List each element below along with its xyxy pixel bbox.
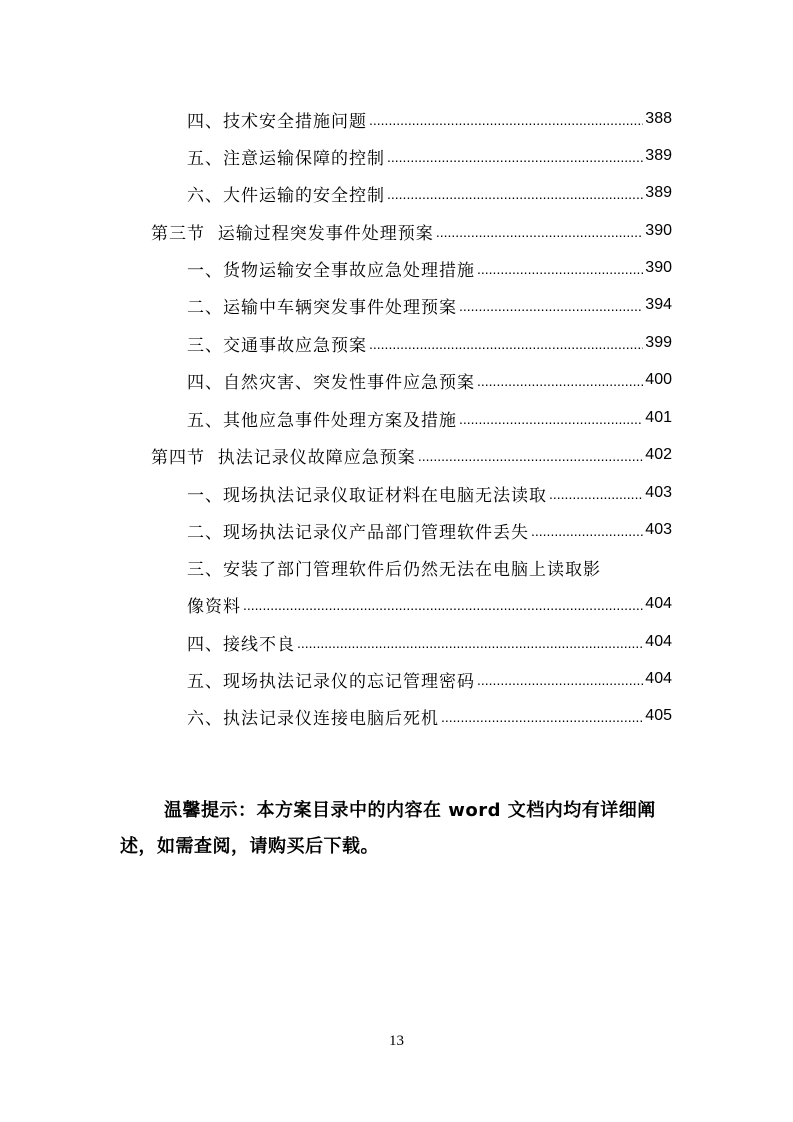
toc-entry-page: 403 bbox=[645, 521, 672, 538]
toc-entry-label: 第四节 执法记录仪故障应急预案 bbox=[151, 447, 416, 468]
toc-entry-wrapped-line[interactable] bbox=[187, 552, 672, 582]
toc-entry[interactable] bbox=[187, 365, 672, 395]
toc-entry-page: 390 bbox=[645, 259, 672, 276]
toc-dot-leader bbox=[297, 635, 643, 657]
toc-entry-page: 390 bbox=[645, 222, 672, 239]
toc-dot-leader bbox=[477, 373, 643, 395]
toc-entry-label: 三、交通事故应急预案 bbox=[187, 335, 367, 356]
toc-entry[interactable] bbox=[187, 141, 672, 171]
toc-entry[interactable] bbox=[187, 589, 672, 619]
toc-entry-page: 400 bbox=[645, 371, 672, 388]
toc-entry-label: 像资料 bbox=[187, 596, 241, 617]
toc-entry[interactable] bbox=[187, 104, 672, 134]
toc-dot-leader bbox=[477, 261, 643, 283]
toc-dot-leader bbox=[387, 149, 643, 171]
toc-entry[interactable] bbox=[187, 701, 672, 731]
toc-entry-page: 389 bbox=[645, 184, 672, 201]
toc-entry-label: 二、现场执法记录仪产品部门管理软件丢失 bbox=[187, 522, 529, 543]
toc-dot-leader bbox=[369, 112, 643, 134]
toc-dot-leader bbox=[531, 523, 643, 545]
toc-entry[interactable] bbox=[187, 403, 672, 433]
toc-entry-page: 403 bbox=[645, 484, 672, 501]
page-number: 13 bbox=[389, 1033, 404, 1049]
toc-dot-leader bbox=[369, 336, 643, 358]
toc-dot-leader bbox=[387, 186, 643, 208]
toc-entry-label: 六、大件运输的安全控制 bbox=[187, 185, 385, 206]
toc-entry-label: 五、现场执法记录仪的忘记管理密码 bbox=[187, 671, 475, 692]
toc-dot-leader bbox=[441, 709, 643, 731]
toc-dot-leader bbox=[459, 298, 643, 320]
toc-dot-leader bbox=[436, 224, 643, 246]
toc-entry[interactable] bbox=[187, 478, 672, 508]
toc-entry-page: 404 bbox=[645, 670, 672, 687]
toc-entry-page: 394 bbox=[645, 296, 672, 313]
toc-entry-page: 388 bbox=[645, 110, 672, 127]
toc-entry-label: 五、其他应急事件处理方案及措施 bbox=[187, 410, 457, 431]
toc-dot-leader bbox=[459, 411, 643, 433]
toc-entry[interactable] bbox=[187, 290, 672, 320]
toc-dot-leader bbox=[243, 597, 643, 619]
toc-entry-page: 404 bbox=[645, 595, 672, 612]
toc-dot-leader bbox=[477, 672, 643, 694]
toc-entry-label: 四、接线不良 bbox=[187, 634, 295, 655]
toc-dot-leader bbox=[418, 448, 643, 470]
toc-entry-label: 六、执法记录仪连接电脑后死机 bbox=[187, 708, 439, 729]
toc-entry[interactable] bbox=[187, 515, 672, 545]
toc-entry[interactable] bbox=[187, 253, 672, 283]
toc-entry-page: 404 bbox=[645, 633, 672, 650]
toc-entry-page: 405 bbox=[645, 707, 672, 724]
toc-entry-label: 五、注意运输保障的控制 bbox=[187, 148, 385, 169]
toc-entry-page: 402 bbox=[645, 446, 672, 463]
toc-entry-label: 一、现场执法记录仪取证材料在电脑无法读取 bbox=[187, 485, 547, 506]
toc-entry[interactable] bbox=[187, 178, 672, 208]
toc-entry-label: 四、技术安全措施问题 bbox=[187, 111, 367, 132]
toc-dot-leader bbox=[549, 486, 643, 508]
toc-entry-label: 三、安装了部门管理软件后仍然无法在电脑上读取影 bbox=[187, 559, 601, 580]
toc-section-entry[interactable] bbox=[151, 440, 672, 470]
toc-entry-label: 一、货物运输安全事故应急处理措施 bbox=[187, 260, 475, 281]
toc-entry[interactable] bbox=[187, 664, 672, 694]
toc-entry-page: 401 bbox=[645, 409, 672, 426]
toc-entry[interactable] bbox=[187, 627, 672, 657]
toc-entry[interactable] bbox=[187, 328, 672, 358]
toc-entry-page: 399 bbox=[645, 334, 672, 351]
toc-entry-label: 四、自然灾害、突发性事件应急预案 bbox=[187, 372, 475, 393]
toc-entry-label: 第三节 运输过程突发事件处理预案 bbox=[151, 223, 434, 244]
toc-entry-page: 389 bbox=[645, 147, 672, 164]
toc-entry-label: 二、运输中车辆突发事件处理预案 bbox=[187, 297, 457, 318]
reminder-note: 温馨提示：本方案目录中的内容在 word 文档内均有详细阐述，如需查阅，请购买后下载。 bbox=[120, 800, 656, 857]
toc-section-entry[interactable] bbox=[151, 216, 672, 246]
